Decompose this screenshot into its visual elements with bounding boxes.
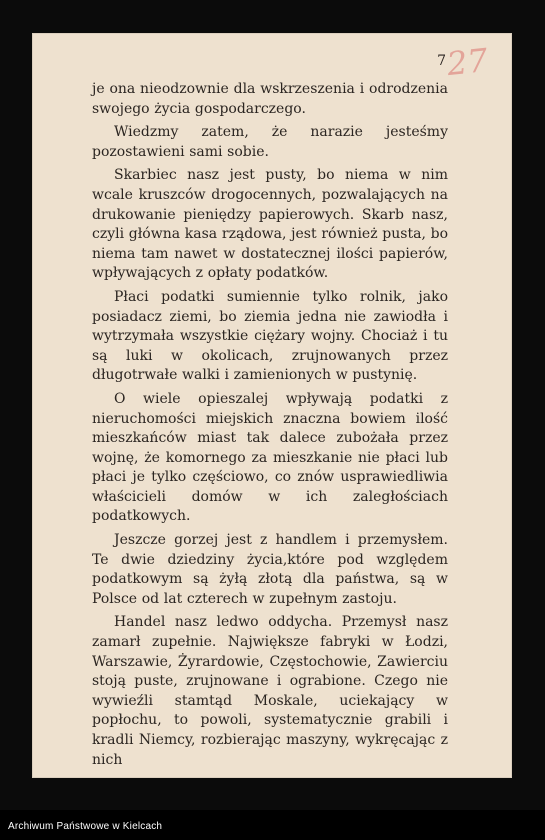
body-text xyxy=(92,80,448,770)
paragraph-3: Skarbiec nasz jest pusty, bo niema w nim wcale kruszców drogocennych, pozwalających na drukowanie pieniędzy papierowych. Skarb nasz, czyli główna kasa rządowa, jest również pusta, bo niema tam nawet w dostatecznej ilości papierów, wpływających z opłaty podatków. xyxy=(92,167,448,282)
page-number: 7 xyxy=(437,53,446,69)
paragraph-5: O wiele opieszalej wpływają podatki z nieruchomości miejskich znaczna bowiem ilość mieszkańców miast tak dalece zubożała przez wojnę, że komornego za mieszkanie nie płaci lub płaci je tylko częściowo, co znów usprawiedliwia właścicieli domów w ich zaległościach podatkowych. xyxy=(92,390,448,525)
paragraph-2: Wiedzmy zatem, że narazie jesteśmy pozostawieni sami sobie. xyxy=(92,124,448,160)
paragraph-1: je ona nieodzownie dla wskrzeszenia i odrodzenia swojego życia gospodarczego. xyxy=(92,81,448,117)
document-page xyxy=(32,33,512,778)
paragraph-6: Jeszcze gorzej jest z handlem i przemysłem. Te dwie dziedziny życia,które pod względem podatkowym są żyłą złotą dla państwa, są w Polsce od lat czterech w zupełnym zastoju. xyxy=(92,532,448,607)
archive-handwritten-number: 27 xyxy=(445,40,490,84)
archive-label: Archiwum Państwowe w Kielcach xyxy=(8,821,163,832)
paragraph-4: Płaci podatki sumiennie tylko rolnik, jako posiadacz ziemi, bo ziemia jedna nie zawiodła i wytrzymała wszystkie ciężary wojny. Chociaż i tu są luki w okolicach, zrujnowanych przez długotrwałe walki i zamienionych w pustynię. xyxy=(92,288,448,384)
paragraph-7: Handel nasz ledwo oddycha. Przemysł nasz zamarł zupełnie. Największe fabryki w Łodzi, Warszawie, Żyrardowie, Częstochowie, Zawierciu stoją puste, zrujnowane i ograbione. Czego nie wywieźli stamtąd Moskale, uciekający w popłochu, to powoli, systematycznie grabili i kradli Niemcy, rozbierając maszyny, wykręcając z nich xyxy=(92,614,448,768)
